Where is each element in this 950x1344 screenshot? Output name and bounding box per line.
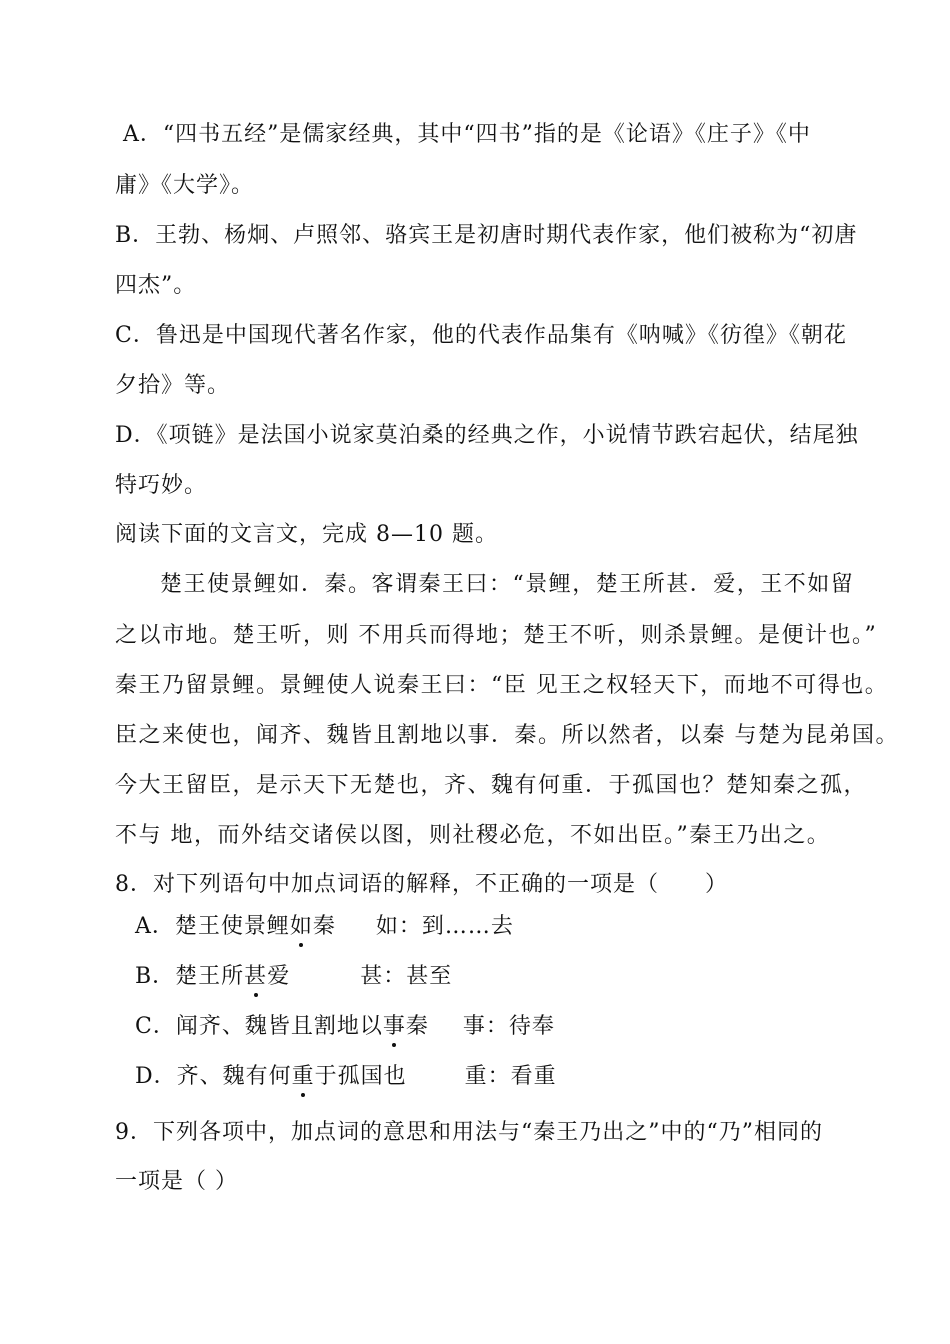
q7-option-c-line1: C．鲁迅是中国现代著名作家，他的代表作品集有《呐喊》《彷徨》《朝花	[115, 323, 847, 348]
q8-option-c-gloss: 事：待奉	[462, 1014, 555, 1039]
passage-line-3: 秦王乃留景鲤。景鲤使人说秦王曰：“臣 见王之权轻天下，而地不可得也。	[115, 673, 889, 698]
passage-line-2: 之以市地。楚王听，则 不用兵而得地；楚王不听，则杀景鲤。是便计也。”	[115, 623, 878, 648]
q8-option-b-dotted-word: 甚	[244, 964, 268, 989]
reading-instruction: 阅读下面的文言文，完成 8—10 题。	[115, 522, 498, 547]
q7-option-a-line2: 庸》《大学》。	[115, 173, 255, 198]
q7-option-d-line1: D．《项链》是法国小说家莫泊桑的经典之作，小说情节跌宕起伏，结尾独	[115, 423, 859, 448]
q8-option-c-text-pre: C．闻齐、魏皆且割地以	[135, 1014, 383, 1039]
q8-option-d-dotted-word: 重	[291, 1064, 315, 1089]
passage-line-5: 今大王留臣，是示天下无楚也，齐、魏有何重．于孤国也？楚知秦之孤，	[115, 773, 868, 798]
passage-line-1: 楚王使景鲤如．秦。客谓秦王曰：“景鲤，楚王所甚．爱，王不如留	[160, 572, 855, 597]
q8-stem: 8．对下列语句中加点词语的解释，不正确的一项是（ ）	[115, 872, 728, 897]
q8-option-c-text-post: 秦	[405, 1014, 429, 1039]
q8-option-a-text-post: 秦	[312, 914, 336, 939]
q7-option-b-line2: 四杰”。	[115, 273, 197, 298]
q8-option-c-dotted-word: 事	[382, 1014, 406, 1039]
q8-option-a-gloss: 如：到……去	[375, 914, 514, 939]
q8-option-b-text-pre: B．楚王所	[135, 964, 245, 989]
q8-option-d-gloss: 重：看重	[464, 1064, 557, 1089]
q8-option-a	[135, 912, 865, 942]
q8-option-a-dotted-word: 如	[289, 914, 313, 939]
q8-option-a-text-pre: A．楚王使景鲤	[135, 914, 290, 939]
q7-option-d-line2: 特巧妙。	[115, 473, 208, 498]
q8-option-d-text-pre: D．齐、魏有何	[135, 1064, 292, 1089]
passage-line-6: 不与 地，而外结交诸侯以图，则社稷必危，不如出臣。”秦王乃出之。	[115, 823, 831, 848]
q8-option-b-text-post: 爱	[267, 964, 291, 989]
q8-option-d	[135, 1062, 865, 1092]
q7-option-b-line1: B．王勃、杨炯、卢照邻、骆宾王是初唐时期代表作家，他们被称为“初唐	[115, 223, 858, 248]
q8-option-d-text-post: 于孤国也	[314, 1064, 407, 1089]
passage-line-4: 臣之来使也，闻齐、魏皆且割地以事．秦。所以然者，以秦 与楚为昆弟国。	[115, 723, 899, 748]
q8-option-c	[135, 1012, 865, 1042]
q7-option-c-line2: 夕拾》等。	[115, 373, 231, 398]
q8-option-b-gloss: 甚：甚至	[360, 964, 453, 989]
q9-stem-line2: 一项是（ ）	[115, 1169, 238, 1194]
q9-stem-line1: 9．下列各项中，加点词的意思和用法与“秦王乃出之”中的“乃”相同的	[115, 1120, 823, 1145]
q8-option-b	[135, 962, 865, 992]
q7-option-a-line1: A．“四书五经”是儒家经典，其中“四书”指的是《论语》《庄子》《中	[123, 122, 811, 147]
